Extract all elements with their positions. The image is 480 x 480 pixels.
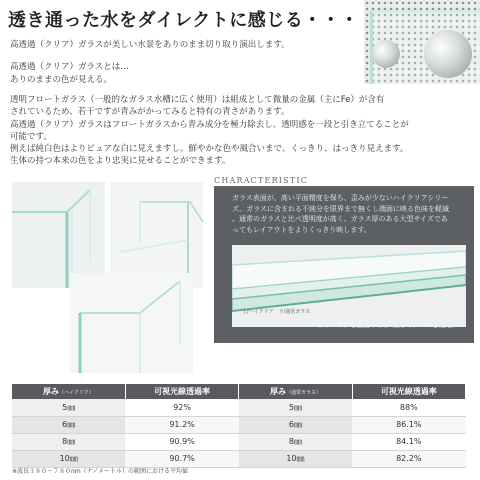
definition-subheading: ありのままの色が見える。 — [10, 75, 113, 85]
transmittance-table — [12, 384, 466, 468]
definition-heading: 高透過（クリア）ガラスとは… — [10, 62, 129, 72]
header-thickness-clear: 厚み（ハイクリア） — [12, 384, 125, 399]
cell-thickness: 5㎜ — [12, 399, 125, 416]
cell-thickness: 6㎜ — [239, 416, 352, 433]
cell-value: 92% — [125, 399, 238, 416]
body-paragraph — [10, 94, 472, 168]
characteristic-line: ってもレイアウトをよりくっきり映します。 — [232, 225, 371, 234]
characteristic-text — [232, 193, 466, 235]
lid-caption: ガラスブタも強度のある4㎜厚のクリアを使用。 — [318, 321, 458, 329]
characteristic-line: ズ。ガラスに含まれる不純分を限界まで無くし端面に映る色味を軽減 — [232, 204, 449, 213]
body-line: 高透過（クリア）ガラスはフロートガラスから青み成分を極力除去し、透明感を一段と引き立てることが — [10, 119, 409, 130]
cell-value: 90.7% — [125, 450, 238, 467]
sphere — [372, 40, 400, 68]
cell-value: 86.1% — [352, 416, 465, 433]
cell-value: 90.9% — [125, 433, 238, 450]
characteristic-line: ガラス表面が、高い平面精度を保ち、歪みが少ないハイクリアシリー — [232, 194, 449, 202]
lead-text: 高透過（クリア）ガラスが美しい水景をありのまま切り取り演出します。 — [10, 40, 290, 50]
table-footnote: ※波長３８０～７８０nm（ナノメートル）の範囲における平均値 — [12, 468, 189, 475]
glass-corner-photo-3 — [70, 273, 193, 373]
table-row — [12, 450, 466, 467]
cell-thickness: 10㎜ — [239, 450, 352, 467]
comparison-caption: 上/ハイクリア 下/通常ガラス — [242, 309, 311, 315]
cell-value: 88% — [352, 399, 465, 416]
body-line: 可能です。 — [10, 131, 52, 142]
header-thickness-normal: 厚み（通常ガラス） — [239, 384, 352, 399]
cell-thickness: 8㎜ — [12, 433, 125, 450]
table-row — [12, 416, 466, 433]
aquarium-corner-photo — [364, 0, 480, 84]
cell-thickness: 8㎜ — [239, 433, 352, 450]
body-line: 例えば純白色はよりピュアな白に見えますし、鮮やかな色や風合いまで、くっきり、はっきり見えます。 — [10, 144, 409, 155]
headline: 透き通った水をダイレクトに感じる・・・ — [8, 10, 359, 31]
characteristic-title: CHARACTERISTIC — [214, 176, 309, 185]
table-row — [12, 399, 466, 416]
cell-value: 84.1% — [352, 433, 465, 450]
cell-value: 91.2% — [125, 416, 238, 433]
body-line: 透明フロートガラス（一般的なガラス水槽に広く使用）は組成として微量の金属（主にFe）が含有 — [10, 95, 385, 105]
cell-thickness: 10㎜ — [12, 450, 125, 467]
body-line: 生体の持つ本来の色をより忠実に見せることができます。 — [10, 156, 231, 167]
body-line: されているため、若干ですが青みがかってみると特有の青さがあります。 — [10, 107, 290, 118]
sphere — [424, 30, 472, 78]
cell-thickness: 6㎜ — [12, 416, 125, 433]
cell-value: 82.2% — [352, 450, 465, 467]
table-row — [12, 433, 466, 450]
table-header-row — [12, 384, 466, 399]
cell-thickness: 5㎜ — [239, 399, 352, 416]
characteristic-line: 。通常のガラスと比べ透明度が高く、ガラス厚のある大型サイズであ — [232, 215, 448, 223]
header-transmittance-clear: 可視光線透過率 — [125, 384, 238, 399]
header-transmittance-normal: 可視光線透過率 — [352, 384, 465, 399]
